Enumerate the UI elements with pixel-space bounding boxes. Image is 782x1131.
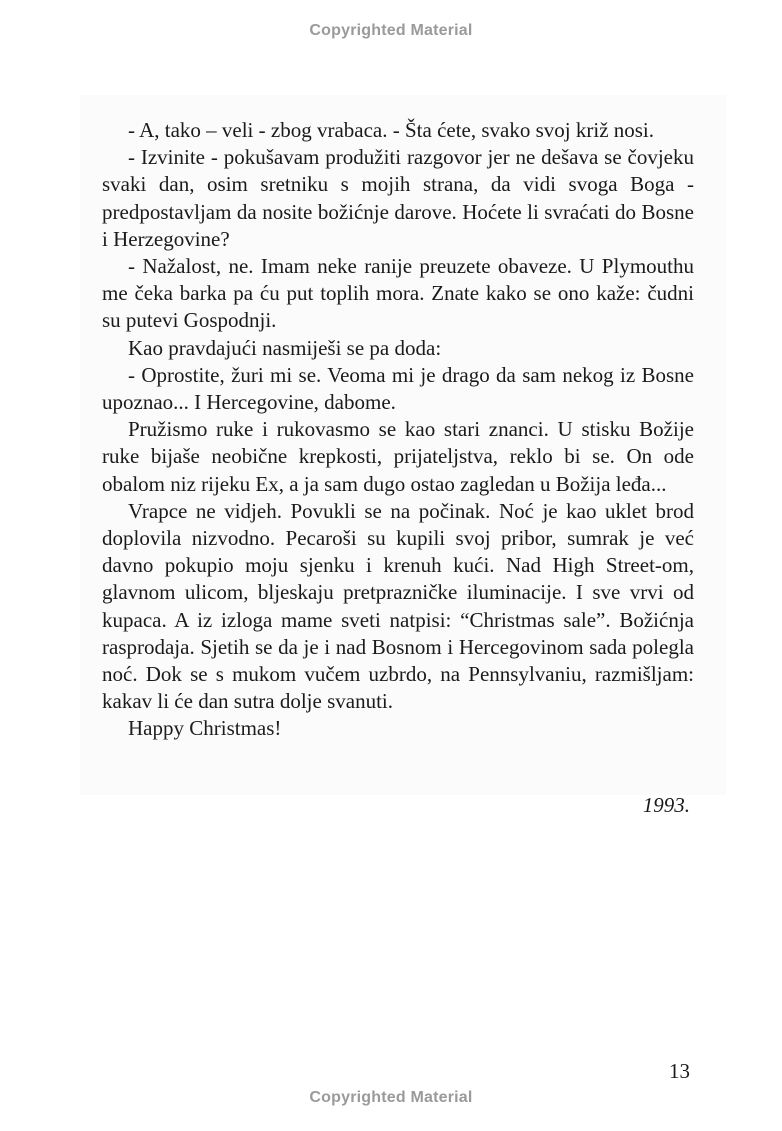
paragraph-4: Kao pravdajući nasmiješi se pa doda: bbox=[128, 335, 442, 360]
page-number: 13 bbox=[669, 1059, 690, 1083]
story-text bbox=[102, 117, 694, 743]
paragraph-2: - Izvinite - pokušavam produžiti razgovor jer ne dešava se čovjeku svaki dan, osim sretniku s mojih strana, da vidi svoga Boga - predpostavljam da nosite božićnje darove. Hoćete li svraćati do Bosne i Herzegovine? bbox=[102, 145, 694, 251]
paragraph-1: - A, tako – veli - zbog vrabaca. - Šta ćete, svako svoj križ nosi. bbox=[128, 118, 655, 142]
paragraph-7: Vrapce ne vidjeh. Povukli se na počinak. Noć je kao uklet brod doplovila nizvodno. Pecaroši su kupili svoj pribor, sumrak je već davno pokupio moju sjenku i krenuh kući. Nad High Street-om, glavnom ulicom, bljeskaju pretprazničke iluminacije. I sve vrvi od kupaca. A iz izloga mame sveti natpisi: “Christmas sale”. Božićnja rasprodaja. Sjetih se da je i nad Bosnom i Hercegovinom sada polegla noć. Dok se s mukom vučem uzbrdo, na Pennsylvaniu, razmišljam: kakav li će dan sutra dolje svanuti. bbox=[102, 498, 694, 714]
watermark-bottom: Copyrighted Material bbox=[309, 1089, 473, 1106]
paragraph-5: - Oprostite, žuri mi se. Veoma mi je drago da sam nekog iz Bosne upoznao... I Hercegovine, dabome. bbox=[102, 362, 694, 415]
paragraph-6: Pružismo ruke i rukovasmo se kao stari znanci. U stisku Božije ruke bijaše neobične krepkosti, prijateljstva, reklo bi se. On ode obalom niz rijeku Ex, a ja sam dugo ostao zagledan u Božija leđa... bbox=[102, 417, 694, 496]
paragraph-3: - Nažalost, ne. Imam neke ranije preuzete obaveze. U Plymouthu me čeka barka pa ću put toplih mora. Znate kako se ono kaže: čudni su putevi Gospodnji. bbox=[102, 254, 694, 333]
signoff-line: Happy Christmas! bbox=[128, 716, 282, 741]
watermark-top: Copyrighted Material bbox=[309, 22, 473, 39]
year-date: 1993. bbox=[642, 793, 690, 817]
